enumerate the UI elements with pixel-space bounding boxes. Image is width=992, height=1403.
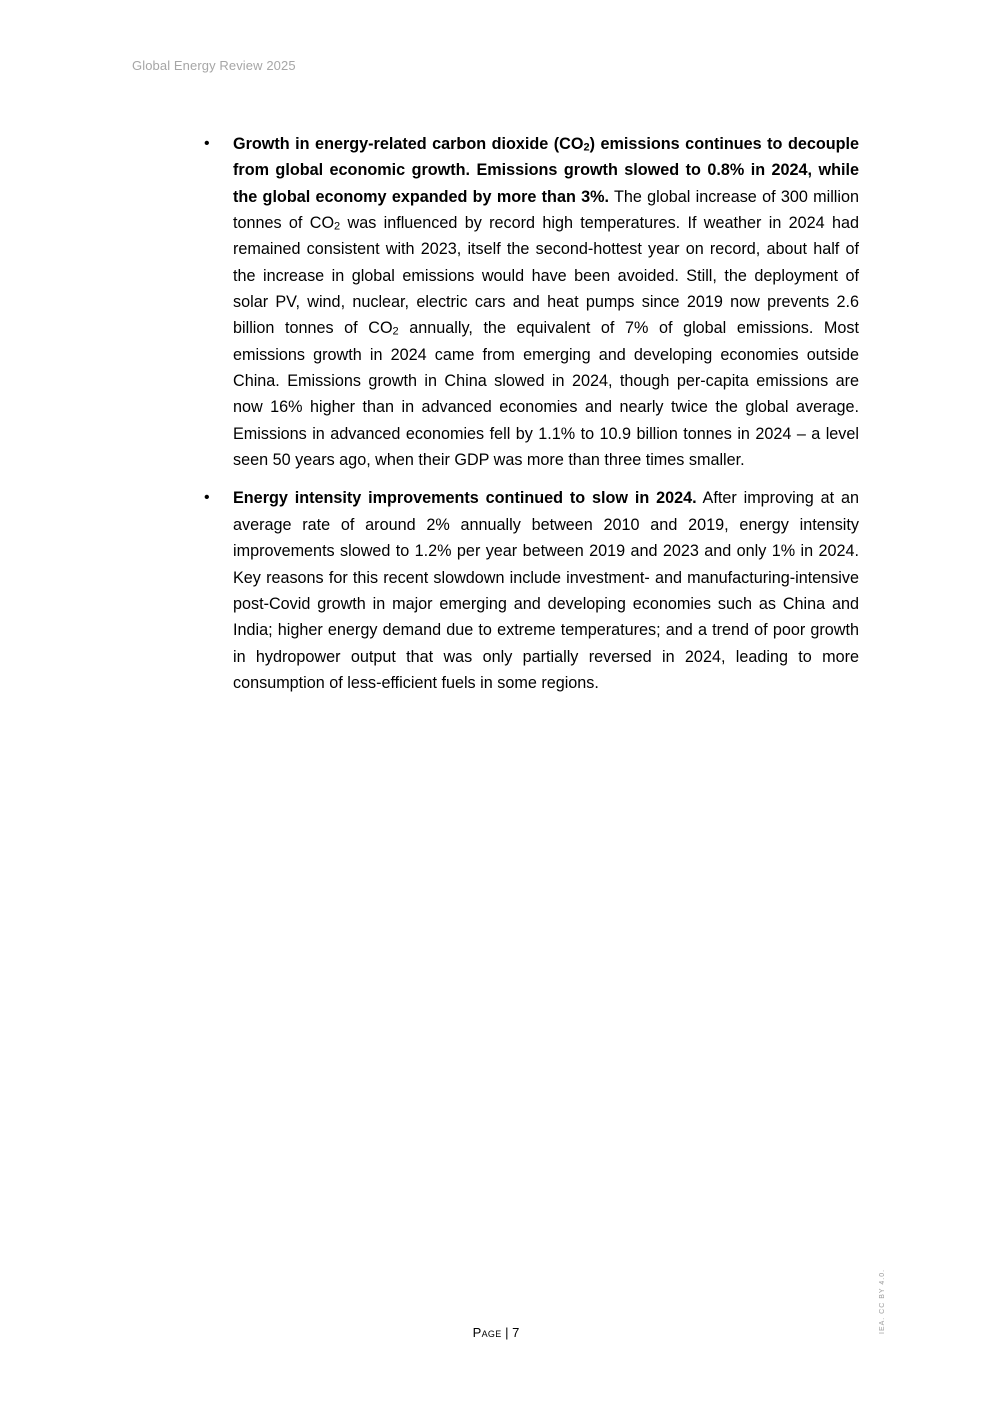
emissions-body-part-3: annually, the equivalent of 7% of global emissions. Most emissions growth in 2024 came from emerging and developing economies outside China. Emissions growth in China slowed in 2024, though per-capita emissions are now 16% higher than in advanced economies and nearly twice the global average. Emissions in advanced economies fell by 1.1% to 10.9 billion tonnes in 2024 – a level seen 50 years ago, when their GDP was more than three times smaller. (233, 319, 859, 470)
emissions-body-part-2: was influenced by record high temperatures. If weather in 2024 had remained consistent with 2023, itself the second-hottest year on record, about half of the increase in global emissions would have been avoided. Still, the deployment of solar PV, wind, nuclear, electric cars and heat pumps since 2019 now prevents 2.6 billion tonnes of CO (233, 214, 859, 338)
page-separator: | (501, 1325, 513, 1340)
bullet-icon: • (204, 489, 210, 507)
list-item-energy-intensity (200, 485, 859, 696)
license-notice: IEA. CC BY 4.0. (879, 1268, 886, 1334)
list-item-emissions (200, 131, 859, 473)
emissions-lead-part-2: ) emissions continues to decouple from global economic growth. Emissions growth slowed to 0.8% in 2024, while the global economy expanded by more than 3%. (233, 135, 859, 206)
emissions-body-subscript-1: 2 (334, 220, 341, 233)
running-header: Global Energy Review 2025 (132, 58, 296, 73)
emissions-body-subscript-2: 2 (392, 326, 399, 339)
energy-intensity-body: After improving at an average rate of around 2% annually between 2010 and 2019, energy intensity improvements slowed to 1.2% per year between 2019 and 2023 and only 1% in 2024. Key reasons for this recent slowdown include investment- and manufacturing-intensive post-Covid growth in major emerging and developing economies such as China and India; higher energy demand due to extreme temperatures; and a trend of poor growth in hydropower output that was only partially reversed in 2024, leading to more consumption of less-efficient fuels in some regions. (233, 489, 859, 692)
emissions-body-part-1: The global increase of 300 million tonnes of CO (233, 187, 859, 233)
page-number-value: 7 (512, 1325, 520, 1340)
energy-intensity-lead: Energy intensity improvements continued to slow in 2024. (233, 489, 697, 508)
page-label: Page (472, 1325, 502, 1340)
emissions-lead-subscript: 2 (583, 141, 590, 154)
emissions-lead-part-1: Growth in energy-related carbon dioxide (CO (233, 135, 584, 153)
bullet-icon: • (204, 135, 210, 152)
key-findings-list (200, 131, 859, 708)
page-number (0, 1325, 992, 1340)
